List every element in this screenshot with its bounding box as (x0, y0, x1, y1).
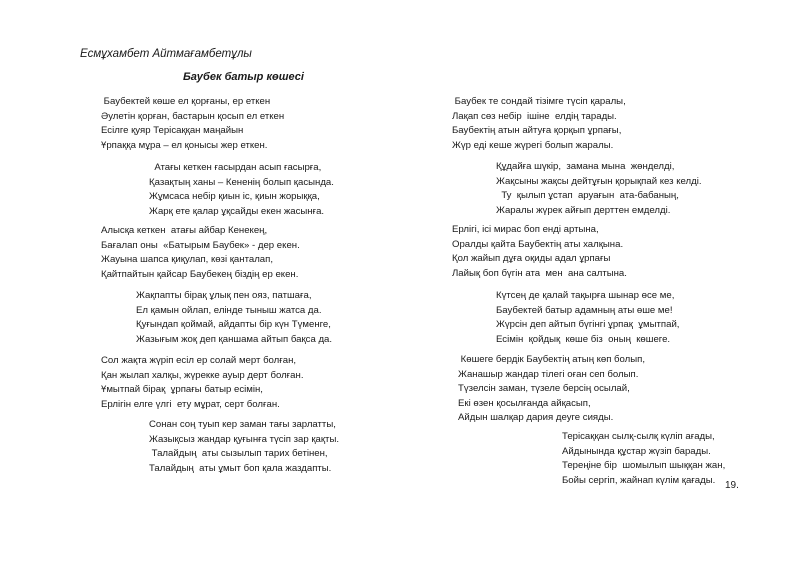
poem-line: Баубектей көше ел қорғаны, ер еткен (101, 96, 271, 107)
poem-line: Ұмытпай бірақ ұрпағы батыр есімін, (101, 384, 263, 396)
poem-line: Жүр еді кеше жүрегі болып жаралы. (452, 139, 614, 151)
poem-line: Жазықсыз жандар қуғынға түсіп зар қақты. (149, 433, 340, 445)
poem-line: Талайдың аты ұмыт боп қала жаздапты. (149, 462, 332, 474)
stanza-right-6 (562, 430, 725, 488)
poem-line: Екі өзен қосылғанда айқасып, (458, 397, 591, 409)
poem-line: Жауына шапса қиқулап, көзі қанталап, (101, 254, 273, 266)
stanza-left-6 (149, 418, 339, 476)
stanza-right-2 (496, 160, 702, 218)
poem-line: Көшеге бердік Баубектің атың көп болып, (458, 354, 646, 365)
poem-line: Жаралы жүрек айғып дерттен емделді. (496, 204, 671, 216)
poem-line: Лақап сөз небір ішіне елдің тарады. (452, 110, 617, 122)
poem-title: Баубек батыр көшесі (183, 71, 304, 83)
poem-line: Лайық боп бүгін ата мен ана салтына. (452, 267, 627, 279)
poem-line: Ерлігі, ісі мирас боп енді артына, (452, 224, 599, 235)
poem-line: Жақсыны жақсы дейтұғын қорықпай кез келді. (496, 175, 702, 187)
poem-line: Ерлігін елге үлгі ету мұрат, серт болған. (101, 398, 280, 410)
stanza-right-4 (496, 289, 679, 347)
poem-line: Баубек те сондай тізімге түсіп қаралы, (452, 96, 626, 107)
poem-line: Ұрпаққа мұра – ел қонысы жер еткен. (101, 139, 268, 151)
poem-line: Баубектің атын айтуға қорқып ұрпағы, (452, 125, 622, 137)
poem-line: Жұмсаса небір қиын іс, қиын жорыққа, (149, 191, 320, 203)
author-name: Есмұхамбет Айтмағамбетұлы (80, 48, 252, 60)
poem-line: Бойы сергіп, жайнап күлім қағады. (562, 474, 716, 486)
poem-line: Терісаққан сылқ-сылқ күліп ағады, (562, 431, 715, 442)
poem-line: Жазығым жоқ деп қаншама айтып бақса да. (136, 333, 333, 345)
stanza-left-4 (136, 289, 332, 347)
poem-line: Баубектей батыр адамның аты өше ме! (496, 304, 673, 316)
poem-line: Талайдың аты сызылып тарих бетінен, (149, 448, 328, 460)
stanza-left-1 (101, 95, 284, 153)
poem-line: Атағы кеткен ғасырдан асып ғасырға, (149, 162, 322, 173)
page-number: 19. (725, 480, 739, 491)
stanza-left-5 (101, 354, 304, 412)
poem-line: Жақпапты бірақ ұлық пен ояз, патшаға, (136, 290, 312, 301)
poem-line: Бағалап оны «Батырым Баубек» - дер екен. (101, 239, 300, 251)
poem-line: Жанашыр жандар тілегі оған сеп болып. (458, 368, 639, 380)
stanza-right-3 (452, 223, 627, 281)
poem-line: Есілге қуяр Терісаққан маңайын (101, 125, 244, 137)
poem-line: Қуғындап қоймай, айдапты бір күн Түменге, (136, 319, 331, 331)
poem-line: Есімін қойдық көше біз оның көшеге. (496, 333, 671, 345)
poem-line: Қан жылап халқы, жүрекке ауыр дерт болған. (101, 369, 304, 381)
poem-line: Құдайға шүкір, замана мына жөнделді, (496, 161, 675, 172)
poem-line: Әулетін қорған, бастарын қосып ел еткен (101, 110, 285, 122)
poem-line: Тереңіне бір шомылып шыққан жан, (562, 460, 726, 472)
poem-line: Айдын шалқар дария деуге сияды. (458, 412, 614, 424)
poem-line: Жүрсін деп айтып бүгінгі ұрпақ ұмытпай, (496, 319, 680, 331)
stanza-left-2 (149, 161, 334, 219)
poem-line: Түзелсін заман, түзеле берсің осылай, (458, 383, 630, 395)
poem-line: Күтсең де қалай тақырға шынар өсе ме, (496, 290, 675, 301)
poem-line: Сол жақта жүріп есіл ер солай мерт болған, (101, 355, 297, 366)
poem-line: Жарқ ете қалар ұқсайды екен жасынға. (149, 205, 325, 217)
poem-line: Ел қамын ойлап, елінде тыныш жатса да. (136, 304, 322, 316)
poem-line: Оралды қайта Баубектің аты халқына. (452, 238, 624, 250)
poem-line: Сонан соң туып кер заман тағы зарлатты, (149, 419, 336, 430)
poem-line: Қайтпайтын қайсар Баубекең біздің ер екен. (101, 268, 299, 280)
stanza-right-5 (458, 353, 645, 426)
poem-line: Алысқа кеткен атағы айбар Кенекең, (101, 225, 268, 236)
poem-line: Ту қылып ұстап аруағын ата-бабаның, (496, 190, 679, 202)
poem-line: Қазақтың ханы – Кененің болып қасында. (149, 176, 334, 188)
poem-line: Қол жайып дұға оқиды адал ұрпағы (452, 253, 611, 265)
poem-line: Айдынында құстар жүзіп барады. (562, 445, 711, 457)
stanza-right-1 (452, 95, 626, 153)
stanza-left-3 (101, 224, 300, 282)
